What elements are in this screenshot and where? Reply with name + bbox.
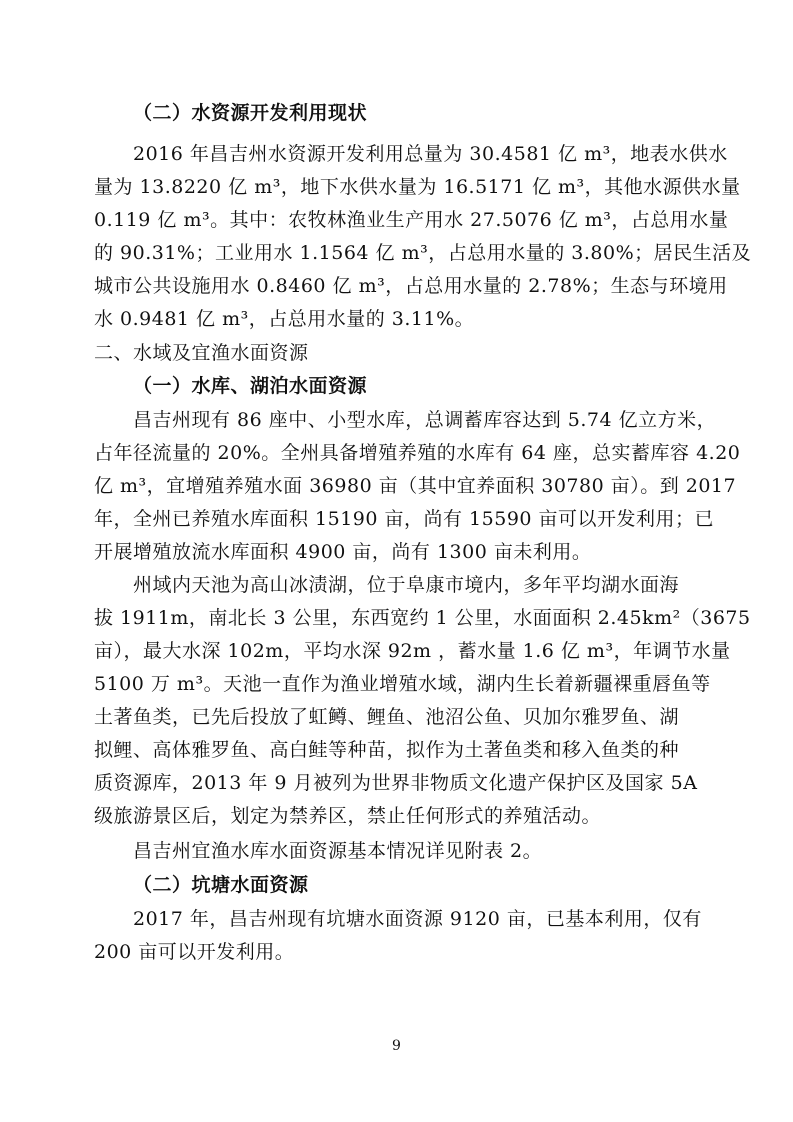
section-heading-pond: （二）坑塘水面资源 <box>133 874 309 896</box>
paragraph-line: 城市公共设施用水 0.8460 亿 m³，占总用水量的 2.78%；生态与环境用 <box>94 275 728 297</box>
paragraph-line: 亿 m³，宜增殖养殖水面 36980 亩（其中宜养面积 30780 亩）。到 2017 <box>94 475 737 497</box>
paragraph-line: 年，全州已养殖水库面积 15190 亩，尚有 15590 亩可以开发利用；已 <box>94 508 715 530</box>
section-heading-reservoir-lake: （一）水库、湖泊水面资源 <box>133 375 368 397</box>
paragraph-line: 水 0.9481 亿 m³，占总用水量的 3.11%。 <box>94 308 475 330</box>
paragraph-line: 的 90.31%；工业用水 1.1564 亿 m³，占总用水量的 3.80%；居民生活及 <box>94 242 752 264</box>
paragraph-line: 0.119 亿 m³。其中：农牧林渔业生产用水 27.5076 亿 m³，占总用水量 <box>94 209 729 231</box>
paragraph-line: 亩），最大水深 102m，平均水深 92m ，蓄水量 1.6 亿 m³，年调节水量 <box>94 640 731 662</box>
paragraph-line: 土著鱼类，已先后投放了虹鳟、鲤鱼、池沼公鱼、贝加尔雅罗鱼、湖 <box>94 706 680 728</box>
paragraph-line: 质资源库，2013 年 9 月被列为世界非物质文化遗产保护区及国家 5A <box>94 772 698 794</box>
paragraph-line: 2016 年昌吉州水资源开发利用总量为 30.4581 亿 m³，地表水供水 <box>133 143 728 165</box>
paragraph-line: 拟鲤、高体雅罗鱼、高白鲑等种苗，拟作为土著鱼类和移入鱼类的种 <box>94 739 680 761</box>
paragraph-line: 拔 1911m，南北长 3 公里，东西宽约 1 公里，水面面积 2.45km²（3675 <box>94 607 751 629</box>
paragraph-line: 200 亩可以开发利用。 <box>94 941 295 963</box>
paragraph-line: 2017 年，昌吉州现有坑塘水面资源 9120 亩，已基本利用，仅有 <box>133 908 702 930</box>
paragraph-line: 级旅游景区后，划定为禁养区，禁止任何形式的养殖活动。 <box>94 805 602 827</box>
paragraph-line: 开展增殖放流水库面积 4900 亩，尚有 1300 亩未利用。 <box>94 541 592 563</box>
page-number: 9 <box>392 1038 401 1054</box>
paragraph-line: 州域内天池为高山冰渍湖，位于阜康市境内，多年平均湖水面海 <box>133 574 680 596</box>
paragraph-line: 占年径流量的 20%。全州具备增殖养殖的水库有 64 座，总实蓄库容 4.20 <box>94 442 741 464</box>
appendix-reference-line: 昌吉州宜渔水库水面资源基本情况详见附表 2。 <box>133 840 543 862</box>
paragraph-line: 昌吉州现有 86 座中、小型水库，总调蓄库容达到 5.74 亿立方米， <box>133 409 717 431</box>
section-heading-water-development: （二）水资源开发利用现状 <box>133 102 368 124</box>
paragraph-line: 量为 13.8220 亿 m³，地下水供水量为 16.5171 亿 m³，其他水源供水量 <box>94 176 741 198</box>
main-heading-water-area: 二、水域及宜渔水面资源 <box>94 342 309 364</box>
paragraph-line: 5100 万 m³。天池一直作为渔业增殖水域，湖内生长着新疆裸重唇鱼等 <box>94 673 711 695</box>
